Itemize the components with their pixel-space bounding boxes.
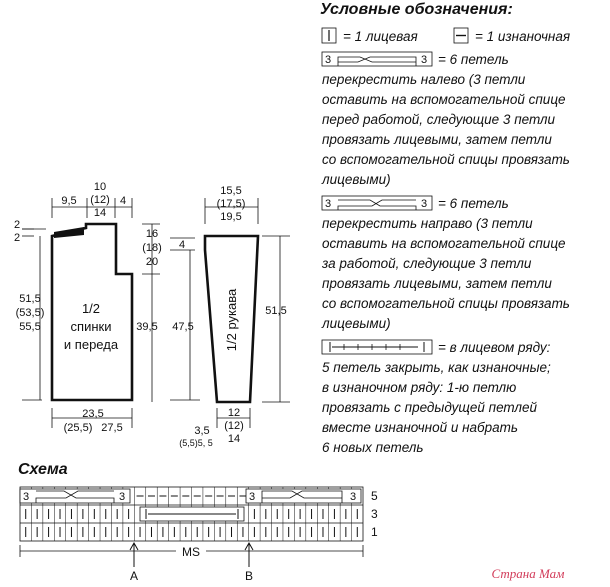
knit-label: = 1 лицевая [343, 29, 418, 44]
cross-left-line: лицевыми) [322, 172, 391, 187]
cross-right-line: за работой, следующие 3 петли [322, 256, 532, 271]
row-number: 5 [371, 489, 378, 503]
bind-off-description [322, 360, 551, 455]
row-number: 1 [371, 525, 378, 539]
dim-sleeve-top: 19,5 [220, 211, 242, 223]
dim-sleeve-cap: 4 [178, 239, 186, 251]
knit-symbol-icon [322, 28, 336, 43]
dim-top-1: 2 [13, 219, 21, 231]
dim-shoulder: (12) [90, 194, 110, 206]
cross-right-symbol-icon [322, 196, 432, 210]
dim-sleeve-right: 51,5 [265, 305, 287, 317]
dim-sleeve-bottom: 14 [227, 433, 241, 445]
bind-off-line: в изнаночном ряду: 1-ю петлю [322, 380, 517, 395]
scheme-title: Схема [18, 461, 68, 478]
cross-right-line: провязать лицевыми, затем петли [322, 276, 552, 291]
sleeve-piece-schematic [170, 185, 290, 448]
chart-cross-right-icon [246, 489, 361, 503]
bind-off-symbol-icon [322, 340, 432, 354]
sleeve-label: 1/2 рукава [224, 288, 239, 352]
cross-right-line: лицевыми) [322, 316, 391, 331]
dim-sleeve-top: 15,5 [220, 185, 242, 197]
marker-a: A [129, 569, 139, 583]
cross-left-line: перекрестить налево (3 петли [322, 72, 526, 87]
cross-right-line: со вспомогательной спицы провязать [322, 296, 570, 311]
dim-top-2: 2 [13, 232, 21, 244]
dim-sleeve-bottom: 12 [227, 407, 241, 419]
cross-left-symbol-icon [322, 52, 432, 66]
repeat-label: MS [182, 545, 200, 559]
dim-sleeve-cuff: 3,5 [194, 425, 210, 437]
dim-height: 51,5 [19, 293, 41, 305]
bind-off-first: = в лицевом ряду: [438, 340, 551, 355]
dim-shoulder: 14 [93, 207, 107, 219]
cross-left-line: оставить на вспомогательной спице [322, 92, 566, 107]
marker-b-arrow-icon [245, 543, 253, 567]
legend-title: Условные обозначения: [320, 1, 513, 18]
bind-off-line: 5 петель закрыть, как изнаночные; [322, 360, 551, 375]
cross-left-line: со вспомогательной спицы провязать [322, 152, 570, 167]
chart-cross-num: 3 [119, 491, 126, 503]
body-label-line: 1/2 [81, 301, 101, 316]
body-piece-schematic [14, 181, 162, 434]
cross-right-line: оставить на вспомогательной спице [322, 236, 566, 251]
dim-side-height: 39,5 [136, 321, 158, 333]
dim-armhole: 20 [145, 256, 159, 268]
dim-sleeve-bottom: (12) [224, 420, 244, 432]
watermark-text: Страна Мам [491, 566, 565, 581]
cross-right-num-left: 3 [325, 198, 332, 210]
chart-bind-off-icon [140, 507, 244, 521]
purl-label: = 1 изнаночная [475, 29, 571, 44]
cross-left-num-left: 3 [325, 54, 332, 66]
dim-armhole: (18) [142, 242, 162, 254]
cross-left-count: = 6 петель [438, 52, 509, 67]
dim-shoulder: 10 [93, 181, 107, 193]
watermark [492, 566, 565, 581]
marker-a-arrow-icon [130, 543, 138, 567]
cross-left-num-right: 3 [421, 54, 428, 66]
body-label-line: спинки [70, 319, 112, 334]
dim-side: 4 [119, 195, 127, 207]
cross-left-line: перед работой, следующие 3 петли [322, 112, 556, 127]
dim-bottom: (25,5) [63, 422, 93, 434]
chart-cross-num: 3 [350, 491, 357, 503]
purl-symbol-icon [454, 28, 468, 43]
row-number: 3 [371, 507, 378, 521]
cross-right-description [321, 216, 570, 331]
chart-cross-num: 3 [249, 491, 256, 503]
cross-right-count: = 6 петель [438, 196, 509, 211]
dim-bottom: 27,5 [101, 422, 123, 434]
dim-height: (53,5) [15, 307, 45, 319]
scheme-chart [18, 461, 378, 583]
cross-left-description [321, 72, 570, 187]
dim-bottom: 23,5 [82, 408, 104, 420]
dim-sleeve-cuff: (5,5)5, 5 [179, 438, 213, 448]
cross-right-num-right: 3 [421, 198, 428, 210]
bind-off-line: вместе изнаночной и набрать [322, 420, 519, 435]
marker-b: B [244, 569, 254, 583]
body-label-line: и переда [63, 337, 119, 352]
chart-cross-left-icon [20, 489, 130, 503]
chart-cross-num: 3 [23, 491, 30, 503]
dim-sleeve-top: (17,5) [216, 198, 246, 210]
dim-sleeve-left: 47,5 [172, 321, 194, 333]
cross-right-line: перекрестить направо (3 петли [322, 216, 533, 231]
dim-height: 55,5 [19, 321, 41, 333]
cross-left-line: провязать лицевыми, затем петли [322, 132, 552, 147]
dim-armhole: 16 [145, 228, 159, 240]
bind-off-line: 6 новых петель [322, 440, 424, 455]
legend [320, 1, 570, 455]
bind-off-line: провязать с предыдущей петлей [322, 400, 538, 415]
dim-neck: 9,5 [61, 195, 77, 207]
